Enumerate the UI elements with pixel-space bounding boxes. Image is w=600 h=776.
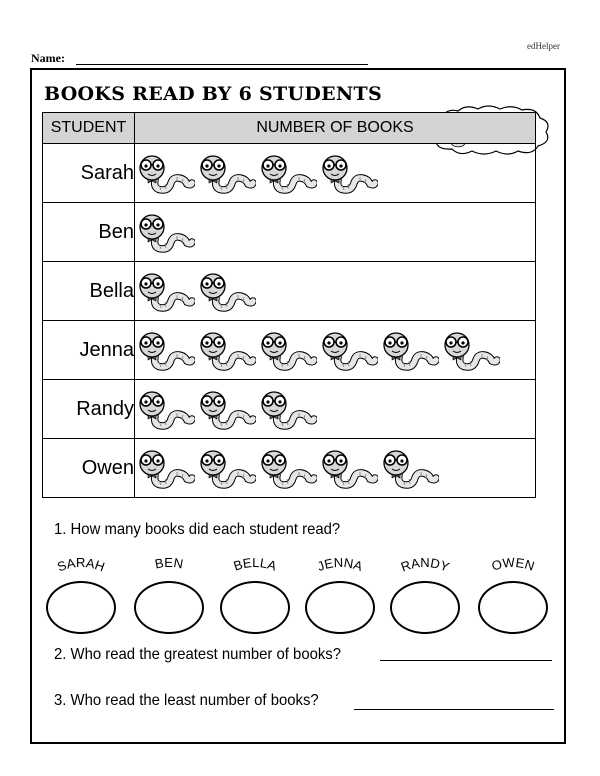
oval-label	[295, 551, 385, 583]
svg-text:OWEN: OWEN	[489, 554, 537, 574]
student-name: Owen	[43, 439, 135, 498]
bookworm-icon	[257, 386, 317, 432]
answer-oval[interactable]	[46, 581, 116, 634]
question-3: 3. Who read the least number of books?	[54, 692, 319, 709]
table-row	[43, 439, 536, 498]
icon-cell	[135, 203, 536, 262]
bookworm-icon	[257, 150, 317, 196]
answer-line-3[interactable]	[354, 709, 554, 710]
oval-label	[36, 551, 126, 583]
bookworm-icon	[135, 386, 195, 432]
student-name: Randy	[43, 380, 135, 439]
bookworm-icon	[135, 150, 195, 196]
icon-cell	[135, 262, 536, 321]
question-1: 1. How many books did each student read?	[54, 521, 341, 538]
table-row	[43, 203, 536, 262]
oval-label	[124, 551, 214, 583]
svg-text:BEN: BEN	[153, 554, 185, 572]
bookworm-icon	[379, 445, 439, 491]
student-name: Jenna	[43, 321, 135, 380]
bookworm-icon	[257, 327, 317, 373]
bookworm-icon	[135, 209, 195, 255]
answer-oval[interactable]	[390, 581, 460, 634]
svg-text:RANDY: RANDY	[398, 555, 452, 575]
bookworm-icon	[196, 445, 256, 491]
table-row	[43, 380, 536, 439]
bookworm-icon	[135, 327, 195, 373]
bookworm-icon	[135, 445, 195, 491]
oval-label	[468, 551, 558, 583]
student-name: Sarah	[43, 144, 135, 203]
svg-text:SARAH: SARAH	[55, 554, 107, 575]
name-line[interactable]	[76, 64, 368, 65]
icon-cell	[135, 380, 536, 439]
table-row	[43, 321, 536, 380]
student-header: STUDENT	[43, 113, 135, 144]
bookworm-icon	[196, 327, 256, 373]
answer-oval[interactable]	[134, 581, 204, 634]
oval-label	[210, 551, 300, 583]
svg-text:BELLA: BELLA	[231, 554, 279, 574]
bookworm-icon	[196, 268, 256, 314]
worksheet-title: BOOKS READ BY 6 STUDENTS	[44, 83, 383, 105]
answer-oval[interactable]	[305, 581, 375, 634]
bookworm-icon	[135, 268, 195, 314]
svg-text:JENNA: JENNA	[315, 554, 365, 575]
bookworm-icon	[196, 386, 256, 432]
name-label: Name:	[31, 51, 65, 65]
bookworm-icon	[257, 445, 317, 491]
pictograph-table	[42, 112, 536, 498]
oval-label	[380, 551, 470, 583]
icon-cell	[135, 321, 536, 380]
answer-oval[interactable]	[220, 581, 290, 634]
bookworm-icon	[318, 327, 378, 373]
student-name: Ben	[43, 203, 135, 262]
question-2: 2. Who read the greatest number of books?	[54, 646, 342, 663]
bookworm-icon	[196, 150, 256, 196]
answer-oval[interactable]	[478, 581, 548, 634]
bookworm-icon	[440, 327, 500, 373]
books-header: NUMBER OF BOOKS	[135, 113, 536, 144]
answer-line-2[interactable]	[380, 660, 552, 661]
bookworm-icon	[318, 445, 378, 491]
icon-cell	[135, 144, 536, 203]
table-row	[43, 144, 536, 203]
student-name: Bella	[43, 262, 135, 321]
brand-label: edHelper	[527, 41, 560, 51]
table-row	[43, 262, 536, 321]
icon-cell	[135, 439, 536, 498]
bookworm-icon	[318, 150, 378, 196]
bookworm-icon	[379, 327, 439, 373]
